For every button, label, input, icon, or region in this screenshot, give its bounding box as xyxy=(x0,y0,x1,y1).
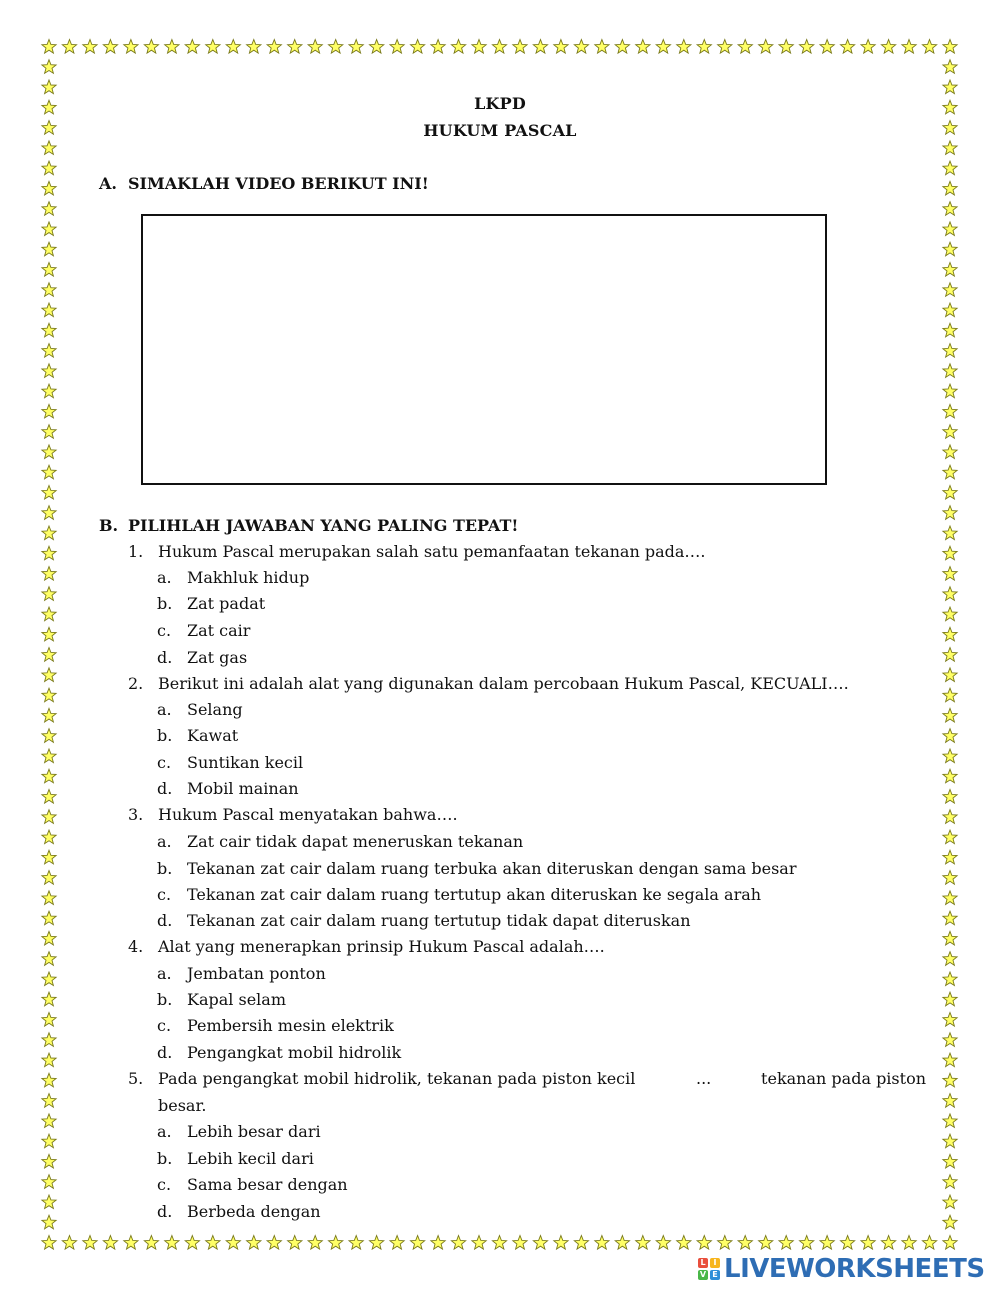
star-icon xyxy=(42,1175,56,1189)
star-icon xyxy=(574,40,588,54)
star-icon xyxy=(820,1236,834,1250)
star-icon xyxy=(42,891,56,905)
star-icon xyxy=(42,607,56,621)
star-icon xyxy=(595,1236,609,1250)
question-5-line2: besar. xyxy=(158,1096,207,1115)
star-icon xyxy=(943,992,957,1006)
star-icon xyxy=(42,1033,56,1047)
star-icon xyxy=(62,1236,76,1250)
star-icon xyxy=(247,40,261,54)
star-icon xyxy=(902,1236,916,1250)
option-letter: c. xyxy=(157,1175,172,1194)
option-letter: b. xyxy=(157,594,173,613)
star-icon xyxy=(472,1236,486,1250)
star-icon xyxy=(42,1195,56,1209)
star-icon xyxy=(42,526,56,540)
star-icon xyxy=(390,1236,404,1250)
option-text: Sama besar dengan xyxy=(187,1175,348,1194)
star-icon xyxy=(42,668,56,682)
star-icon xyxy=(144,40,158,54)
option-2d[interactable] xyxy=(157,779,299,798)
star-icon xyxy=(451,1236,465,1250)
option-text: Pembersih mesin elektrik xyxy=(187,1016,394,1035)
star-icon xyxy=(533,40,547,54)
star-icon xyxy=(636,40,650,54)
question-3 xyxy=(128,805,458,824)
option-text: Zat gas xyxy=(187,648,248,667)
option-4b[interactable] xyxy=(157,990,286,1009)
section-b-title: PILIHLAH JAWABAN YANG PALING TEPAT! xyxy=(128,516,519,535)
option-letter: a. xyxy=(157,700,172,719)
option-2c[interactable] xyxy=(157,753,303,772)
star-icon xyxy=(144,1236,158,1250)
star-icon xyxy=(431,40,445,54)
option-2a[interactable] xyxy=(157,700,243,719)
star-icon xyxy=(42,567,56,581)
option-letter: c. xyxy=(157,885,172,904)
star-icon xyxy=(841,1236,855,1250)
star-icon xyxy=(42,161,56,175)
star-icon xyxy=(615,40,629,54)
option-letter: b. xyxy=(157,859,173,878)
star-icon xyxy=(42,1154,56,1168)
star-icon xyxy=(329,40,343,54)
star-icon xyxy=(943,1215,957,1229)
star-icon xyxy=(943,850,957,864)
star-icon xyxy=(62,40,76,54)
star-icon xyxy=(943,303,957,317)
star-icon xyxy=(308,1236,322,1250)
star-icon xyxy=(943,931,957,945)
star-icon xyxy=(943,1094,957,1108)
question-4 xyxy=(128,937,605,956)
star-icon xyxy=(902,40,916,54)
star-icon xyxy=(943,425,957,439)
section-b-heading xyxy=(99,516,518,535)
question-number: 3. xyxy=(128,805,144,824)
star-icon xyxy=(42,648,56,662)
star-icon xyxy=(165,1236,179,1250)
star-icon xyxy=(42,141,56,155)
logo-block: L xyxy=(698,1258,708,1268)
star-icon xyxy=(943,1154,957,1168)
star-icon xyxy=(943,161,957,175)
option-text: Tekanan zat cair dalam ruang tertutup tidak dapat diteruskan xyxy=(187,911,691,930)
star-icon xyxy=(738,1236,752,1250)
star-icon xyxy=(288,1236,302,1250)
star-icon xyxy=(841,40,855,54)
option-text: Makhluk hidup xyxy=(187,568,310,587)
star-icon xyxy=(42,587,56,601)
option-3d[interactable] xyxy=(157,911,691,930)
star-icon xyxy=(800,40,814,54)
star-icon xyxy=(943,810,957,824)
star-icon xyxy=(349,40,363,54)
title-hukum-pascal: HUKUM PASCAL xyxy=(423,121,577,140)
logo-block: I xyxy=(710,1258,720,1268)
star-icon xyxy=(42,1114,56,1128)
star-icon xyxy=(943,1073,957,1087)
star-icon xyxy=(943,1013,957,1027)
star-icon xyxy=(42,911,56,925)
star-icon xyxy=(615,1236,629,1250)
star-icon xyxy=(431,1236,445,1250)
star-icon xyxy=(42,486,56,500)
liveworksheets-logo xyxy=(698,1256,985,1282)
title-lkpd: LKPD xyxy=(474,94,526,113)
star-icon xyxy=(943,790,957,804)
star-icon xyxy=(943,202,957,216)
star-icon xyxy=(42,871,56,885)
answer-blank[interactable]: ... xyxy=(696,1069,712,1088)
star-icon xyxy=(943,769,957,783)
star-icon xyxy=(390,40,404,54)
star-icon xyxy=(370,40,384,54)
star-icon xyxy=(42,810,56,824)
star-icon xyxy=(943,1033,957,1047)
option-letter: d. xyxy=(157,1202,173,1221)
star-icon xyxy=(943,141,957,155)
star-icon xyxy=(42,688,56,702)
star-icon xyxy=(943,181,957,195)
star-icon xyxy=(943,283,957,297)
star-icon xyxy=(42,283,56,297)
star-icon xyxy=(513,1236,527,1250)
star-icon xyxy=(779,1236,793,1250)
star-icon xyxy=(451,40,465,54)
option-1c[interactable] xyxy=(157,621,250,640)
star-icon xyxy=(943,1114,957,1128)
star-icon xyxy=(42,1094,56,1108)
star-icon xyxy=(943,445,957,459)
star-icon xyxy=(943,587,957,601)
star-icon xyxy=(820,40,834,54)
question-number: 1. xyxy=(128,542,144,561)
star-icon xyxy=(922,40,936,54)
option-text: Lebih besar dari xyxy=(187,1122,321,1141)
option-letter: c. xyxy=(157,753,172,772)
logo-blocks-icon xyxy=(698,1258,720,1280)
option-letter: d. xyxy=(157,779,173,798)
star-icon xyxy=(943,263,957,277)
option-3c[interactable] xyxy=(157,885,761,904)
option-text: Zat cair xyxy=(187,621,251,640)
star-icon xyxy=(42,1073,56,1087)
option-text: Kapal selam xyxy=(187,990,286,1009)
star-icon xyxy=(718,40,732,54)
star-icon xyxy=(697,40,711,54)
star-icon xyxy=(677,40,691,54)
star-icon xyxy=(943,546,957,560)
star-icon xyxy=(943,465,957,479)
question-text-part2: tekanan pada piston xyxy=(761,1069,926,1088)
option-text: Suntikan kecil xyxy=(187,753,304,772)
star-icon xyxy=(42,465,56,479)
star-icon xyxy=(943,871,957,885)
option-letter: a. xyxy=(157,1122,172,1141)
star-icon xyxy=(42,364,56,378)
star-icon xyxy=(165,40,179,54)
option-text: Tekanan zat cair dalam ruang tertutup akan diteruskan ke segala arah xyxy=(187,885,762,904)
option-5b[interactable] xyxy=(157,1149,314,1168)
star-icon xyxy=(206,40,220,54)
star-icon xyxy=(42,344,56,358)
star-icon xyxy=(42,181,56,195)
star-icon xyxy=(697,1236,711,1250)
option-4a[interactable] xyxy=(157,964,326,983)
star-icon xyxy=(922,1236,936,1250)
star-icon xyxy=(718,1236,732,1250)
star-icon xyxy=(943,404,957,418)
star-icon xyxy=(943,688,957,702)
star-icon xyxy=(677,1236,691,1250)
star-icon xyxy=(42,404,56,418)
option-2b[interactable] xyxy=(157,726,238,745)
option-1a[interactable] xyxy=(157,568,309,587)
star-icon xyxy=(943,607,957,621)
option-5c[interactable] xyxy=(157,1175,348,1194)
question-text-part1: Pada pengangkat mobil hidrolik, tekanan pada piston kecil xyxy=(158,1069,636,1088)
star-icon xyxy=(943,506,957,520)
star-icon xyxy=(861,40,875,54)
question-number: 5. xyxy=(128,1069,144,1088)
star-icon xyxy=(103,1236,117,1250)
question-2 xyxy=(128,674,849,693)
star-icon xyxy=(759,40,773,54)
option-5a[interactable] xyxy=(157,1122,321,1141)
star-icon xyxy=(42,1053,56,1067)
star-icon xyxy=(42,263,56,277)
option-letter: d. xyxy=(157,911,173,930)
star-icon xyxy=(738,40,752,54)
star-icon xyxy=(943,567,957,581)
star-icon xyxy=(554,40,568,54)
star-icon xyxy=(595,40,609,54)
star-icon xyxy=(42,242,56,256)
star-icon xyxy=(656,1236,670,1250)
option-text: Berbeda dengan xyxy=(187,1202,321,1221)
star-icon xyxy=(226,40,240,54)
question-number: 2. xyxy=(128,674,144,693)
option-letter: c. xyxy=(157,1016,172,1035)
star-icon xyxy=(943,486,957,500)
star-icon xyxy=(881,1236,895,1250)
star-icon xyxy=(247,1236,261,1250)
star-icon xyxy=(42,222,56,236)
star-icon xyxy=(943,242,957,256)
star-icon xyxy=(42,323,56,337)
star-icon xyxy=(492,1236,506,1250)
star-icon xyxy=(42,1215,56,1229)
question-1 xyxy=(128,542,705,561)
star-icon xyxy=(42,790,56,804)
star-icon xyxy=(42,1134,56,1148)
star-icon xyxy=(779,40,793,54)
star-icon xyxy=(800,1236,814,1250)
star-icon xyxy=(554,1236,568,1250)
question-text: Berikut ini adalah alat yang digunakan dalam percobaan Hukum Pascal, KECUALI…. xyxy=(158,674,849,693)
star-icon xyxy=(42,506,56,520)
star-icon xyxy=(124,1236,138,1250)
star-icon xyxy=(42,303,56,317)
star-icon xyxy=(42,425,56,439)
star-icon xyxy=(881,40,895,54)
option-text: Zat cair tidak dapat meneruskan tekanan xyxy=(187,832,524,851)
option-4d[interactable] xyxy=(157,1043,401,1062)
star-icon xyxy=(42,40,56,54)
star-icon xyxy=(267,1236,281,1250)
option-letter: a. xyxy=(157,832,172,851)
option-5d[interactable] xyxy=(157,1202,321,1221)
star-icon xyxy=(42,931,56,945)
option-letter: b. xyxy=(157,1149,173,1168)
star-icon xyxy=(943,952,957,966)
option-letter: d. xyxy=(157,1043,173,1062)
star-icon xyxy=(943,323,957,337)
star-icon xyxy=(943,80,957,94)
star-icon xyxy=(42,749,56,763)
star-icon xyxy=(943,40,957,54)
option-text: Selang xyxy=(187,700,243,719)
star-icon xyxy=(943,708,957,722)
star-icon xyxy=(656,40,670,54)
star-icon xyxy=(943,384,957,398)
option-1d[interactable] xyxy=(157,648,247,667)
star-icon xyxy=(472,40,486,54)
star-icon xyxy=(329,1236,343,1250)
question-5-number xyxy=(128,1069,158,1088)
section-b-number: B. xyxy=(99,516,119,535)
star-icon xyxy=(42,850,56,864)
section-a-heading xyxy=(99,174,429,193)
option-letter: b. xyxy=(157,990,173,1009)
option-3a[interactable] xyxy=(157,832,523,851)
star-icon xyxy=(42,729,56,743)
star-icon xyxy=(492,40,506,54)
star-icon xyxy=(943,830,957,844)
star-icon xyxy=(943,364,957,378)
option-text: Kawat xyxy=(187,726,239,745)
star-icon xyxy=(370,1236,384,1250)
star-icon xyxy=(42,1013,56,1027)
star-icon xyxy=(42,972,56,986)
star-icon xyxy=(42,830,56,844)
star-icon xyxy=(42,952,56,966)
option-text: Lebih kecil dari xyxy=(187,1149,314,1168)
star-icon xyxy=(83,40,97,54)
star-icon xyxy=(943,526,957,540)
star-icon xyxy=(943,60,957,74)
star-icon xyxy=(103,40,117,54)
question-text: Hukum Pascal merupakan salah satu pemanfaatan tekanan pada…. xyxy=(158,542,706,561)
star-icon xyxy=(226,1236,240,1250)
star-icon xyxy=(943,668,957,682)
logo-block: E xyxy=(710,1270,720,1280)
option-text: Zat padat xyxy=(187,594,266,613)
option-text: Tekanan zat cair dalam ruang terbuka akan diteruskan dengan sama besar xyxy=(187,859,797,878)
logo-block: V xyxy=(699,1270,707,1279)
star-icon xyxy=(42,1236,56,1250)
star-icon xyxy=(267,40,281,54)
star-icon xyxy=(943,729,957,743)
star-icon xyxy=(943,749,957,763)
star-icon xyxy=(943,222,957,236)
option-letter: a. xyxy=(157,568,172,587)
question-number: 4. xyxy=(128,937,144,956)
star-icon xyxy=(83,1236,97,1250)
star-icon xyxy=(42,80,56,94)
star-icon xyxy=(185,40,199,54)
option-1b[interactable] xyxy=(157,594,265,613)
star-icon xyxy=(349,1236,363,1250)
star-icon xyxy=(411,1236,425,1250)
star-icon xyxy=(42,546,56,560)
star-icon xyxy=(943,1053,957,1067)
star-icon xyxy=(943,1236,957,1250)
star-icon xyxy=(943,1134,957,1148)
star-icon xyxy=(943,627,957,641)
star-icon xyxy=(42,202,56,216)
option-4c[interactable] xyxy=(157,1016,394,1035)
star-icon xyxy=(124,40,138,54)
star-icon xyxy=(943,891,957,905)
question-text: Hukum Pascal menyatakan bahwa…. xyxy=(158,805,458,824)
option-3b[interactable] xyxy=(157,859,797,878)
option-letter: a. xyxy=(157,964,172,983)
question-text: Alat yang menerapkan prinsip Hukum Pascal adalah…. xyxy=(158,937,605,956)
star-icon xyxy=(288,40,302,54)
star-icon xyxy=(574,1236,588,1250)
star-icon xyxy=(533,1236,547,1250)
star-icon xyxy=(861,1236,875,1250)
option-letter: c. xyxy=(157,621,172,640)
star-icon xyxy=(513,40,527,54)
star-icon xyxy=(42,60,56,74)
star-icon xyxy=(185,1236,199,1250)
star-icon xyxy=(943,344,957,358)
star-icon xyxy=(943,1195,957,1209)
star-icon xyxy=(943,972,957,986)
star-icon xyxy=(943,911,957,925)
star-icon xyxy=(42,708,56,722)
star-icon xyxy=(42,769,56,783)
star-icon xyxy=(943,648,957,662)
logo-text: LIVEWORKSHEETS xyxy=(724,1254,985,1284)
star-icon xyxy=(42,384,56,398)
option-letter: b. xyxy=(157,726,173,745)
option-text: Jembatan ponton xyxy=(187,964,326,983)
star-icon xyxy=(42,445,56,459)
star-icon xyxy=(943,1175,957,1189)
star-icon xyxy=(308,40,322,54)
option-text: Mobil mainan xyxy=(187,779,299,798)
star-icon xyxy=(42,627,56,641)
option-letter: d. xyxy=(157,648,173,667)
star-icon xyxy=(206,1236,220,1250)
star-icon xyxy=(636,1236,650,1250)
option-text: Pengangkat mobil hidrolik xyxy=(187,1043,402,1062)
star-icon xyxy=(42,992,56,1006)
video-placeholder[interactable] xyxy=(141,214,827,485)
section-a-number: A. xyxy=(99,174,117,193)
star-icon xyxy=(759,1236,773,1250)
section-a-title: SIMAKLAH VIDEO BERIKUT INI! xyxy=(128,174,429,193)
star-icon xyxy=(411,40,425,54)
